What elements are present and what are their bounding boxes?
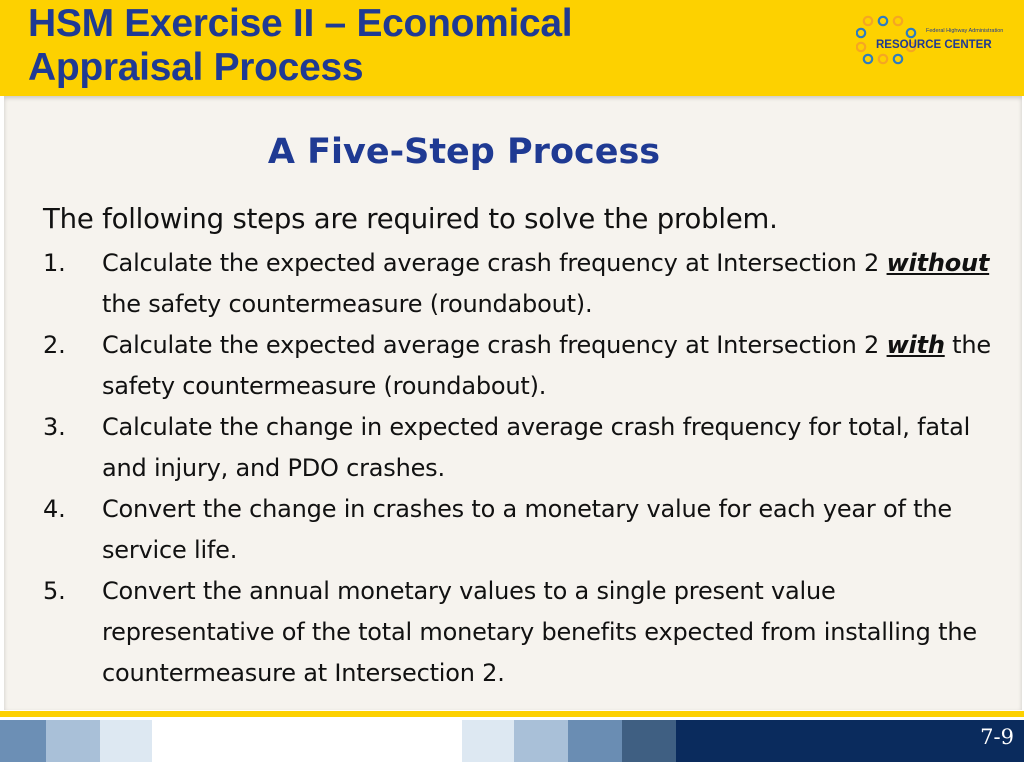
footer-block [462, 720, 514, 762]
slide-subtitle: A Five-Step Process [267, 132, 661, 172]
footer-block [100, 720, 152, 762]
step-text: Convert the annual monetary values to a single present value representative of the total monetary benefits expected from installing the countermeasure at Intersection 2. [102, 577, 977, 687]
step-text: the safety countermeasure (roundabout). [102, 331, 991, 400]
step-emphasis: without [886, 249, 990, 277]
step-item [43, 571, 1003, 694]
footer-block [0, 720, 46, 762]
footer-block [514, 720, 568, 762]
intro-text: The following steps are required to solve the problem. [43, 203, 778, 235]
step-item [43, 325, 1003, 407]
slide-title-line-2: Appraisal Process [28, 46, 364, 89]
step-number: 1. [43, 249, 66, 277]
footer-block [568, 720, 622, 762]
logo-tagline: Federal Highway Administration [926, 28, 1004, 34]
page-number: 7-9 [980, 725, 1014, 749]
steps-list [43, 243, 1003, 694]
step-number: 4. [43, 495, 66, 523]
step-item [43, 243, 1003, 325]
logo-name: RESOURCE CENTER [876, 39, 992, 51]
slide-title [28, 2, 572, 90]
footer-block [46, 720, 100, 762]
step-number: 2. [43, 331, 66, 359]
footer-navy-bar [676, 720, 1024, 762]
step-text: the safety countermeasure (roundabout). [102, 290, 593, 318]
step-number: 3. [43, 413, 66, 441]
step-text: Calculate the expected average crash frequency at Intersection 2 [102, 249, 887, 277]
footer-bar [0, 717, 1024, 768]
step-item [43, 489, 1003, 571]
step-item [43, 407, 1003, 489]
step-text: Calculate the expected average crash frequency at Intersection 2 [102, 331, 887, 359]
slide-title-line-1: HSM Exercise II – Economical [28, 2, 573, 45]
step-text: Convert the change in crashes to a monetary value for each year of the service life. [102, 495, 952, 564]
step-emphasis: with [886, 331, 945, 359]
step-text: Calculate the change in expected average crash frequency for total, fatal and injury, and PDO crashes. [102, 413, 971, 482]
header-bar [0, 0, 1024, 96]
step-number: 5. [43, 577, 66, 605]
footer-block [622, 720, 676, 762]
